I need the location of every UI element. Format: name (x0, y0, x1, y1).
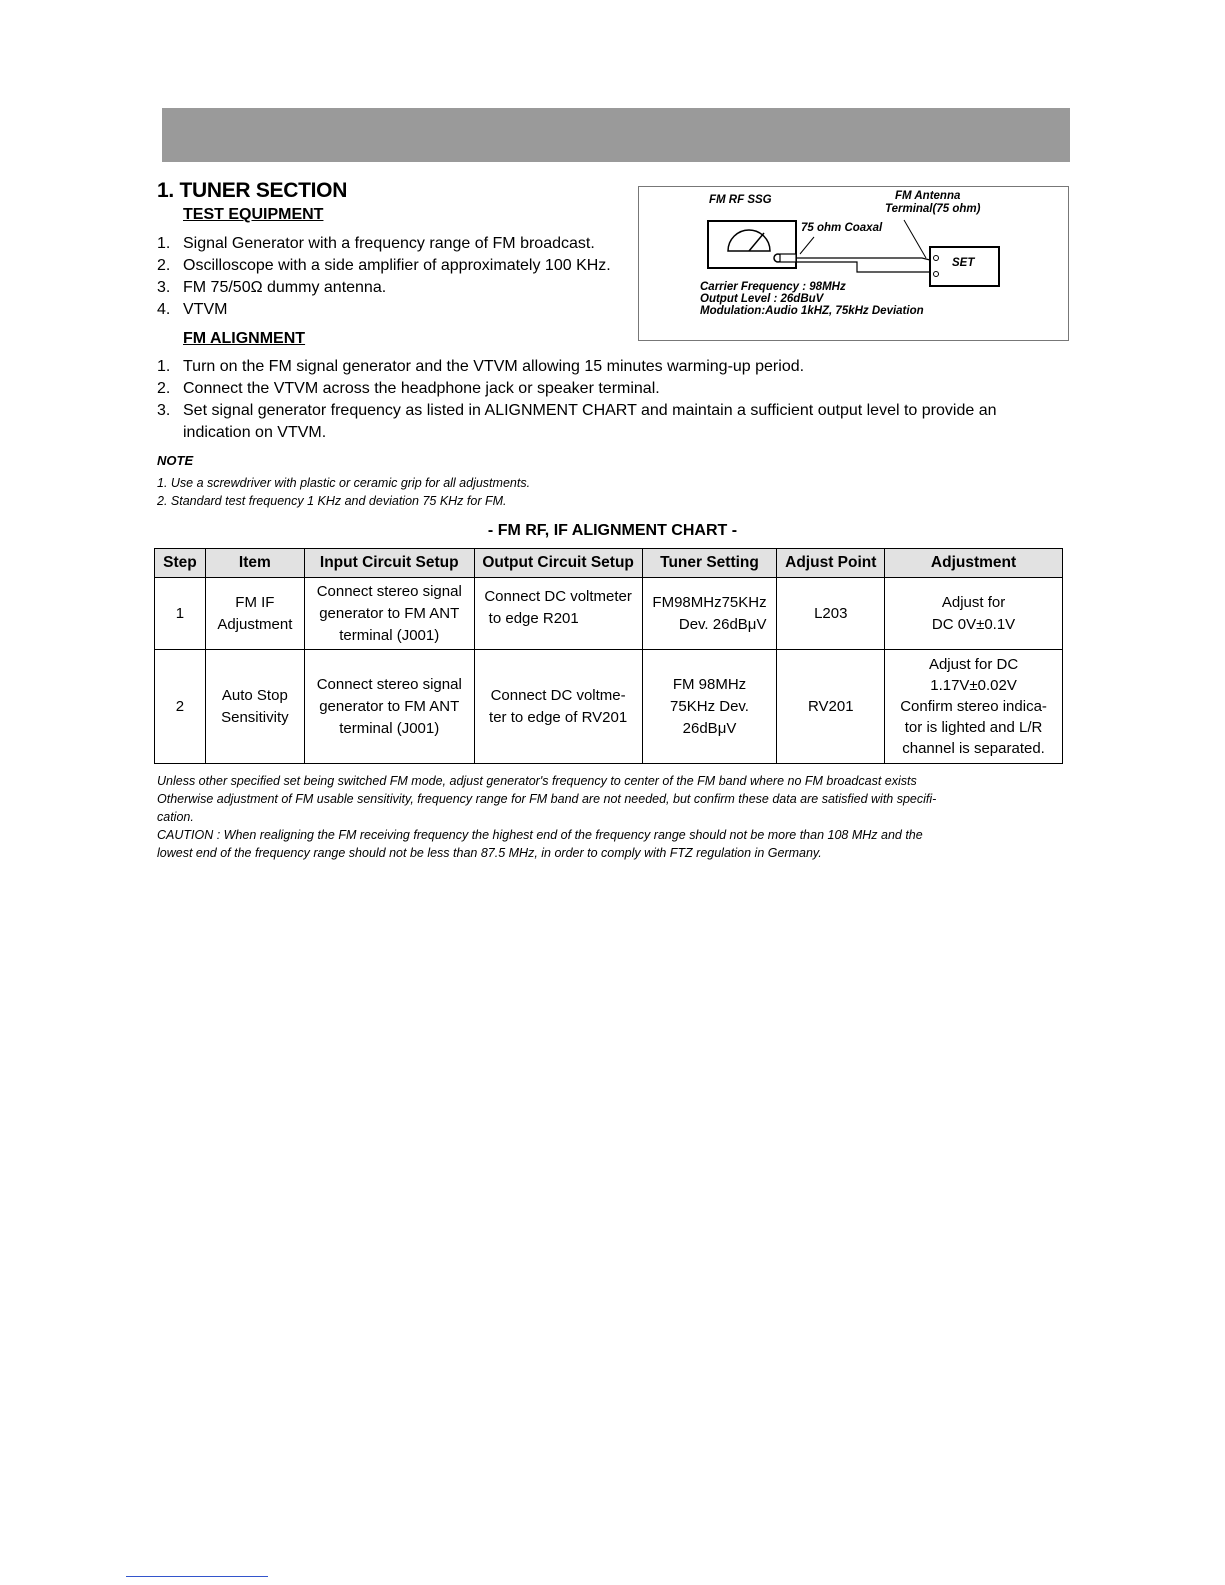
footer-rule (126, 1576, 268, 1577)
adjust-point-cell: L203 (777, 578, 885, 650)
step-cell: 2 (155, 650, 206, 764)
coax-cable-line (796, 258, 930, 260)
column-header: Adjust Point (777, 549, 885, 578)
note-line: 1. Use a screwdriver with plastic or ceramic grip for all adjustments. (157, 476, 531, 490)
note-title: NOTE (157, 453, 194, 468)
column-header: Adjustment (885, 549, 1063, 578)
footnote-block (157, 772, 1069, 862)
column-header: Item (205, 549, 304, 578)
item-cell: Auto Stop Sensitivity (205, 650, 304, 764)
list-item: 3. Set signal generator frequency as listed in ALIGNMENT CHART and maintain a sufficient output level to provide an (157, 402, 997, 419)
coax-plug-icon (780, 254, 796, 262)
list-item: 2. Connect the VTVM across the headphone jack or speaker terminal. (157, 380, 660, 397)
ground-cable-line (796, 262, 930, 272)
antenna-label-line1: FM Antenna (895, 190, 961, 202)
modulation-label: Modulation:Audio 1kHZ, 75kHz Deviation (700, 305, 924, 317)
footnote-line: Otherwise adjustment of FM usable sensitivity, frequency range for FM band are not needed, but confirm these data are satisfied with specifi- (157, 792, 937, 806)
alignment-chart-table (154, 548, 1063, 764)
item-cell: FM IF Adjustment (205, 578, 304, 650)
chart-title: - FM RF, IF ALIGNMENT CHART - (487, 522, 738, 539)
adjustment-cell: Adjust for DC 0V±0.1V (885, 578, 1063, 650)
adjust-point-cell: RV201 (777, 650, 885, 764)
input-setup-cell: Connect stereo signal generator to FM ANT terminal (J001) (304, 578, 474, 650)
footnote-line: cation. (157, 810, 194, 824)
connection-diagram (638, 186, 1069, 341)
footnote-line: CAUTION : When realigning the FM receiving frequency the highest end of the frequency range should not be more than 108 MHz and the (157, 828, 923, 842)
diagram-drawing (639, 187, 1068, 340)
coax-pointer-line (800, 237, 814, 254)
column-header: Output Circuit Setup (474, 549, 642, 578)
table-row (155, 578, 1063, 650)
tuner-setting-cell: FM98MHz75KHz Dev. 26dBμV (642, 578, 777, 650)
note-line: 2. Standard test frequency 1 KHz and deviation 75 KHz for FM. (157, 494, 507, 508)
list-item: 1. Turn on the FM signal generator and the VTVM allowing 15 minutes warming-up period. (157, 358, 805, 375)
carrier-frequency-label: Carrier Frequency : 98MHz (700, 281, 846, 293)
output-setup-cell: Connect DC voltme- ter to edge of RV201 (474, 650, 642, 764)
test-equipment-heading: TEST EQUIPMENT (183, 206, 324, 223)
list-item: 3. FM 75/50Ω dummy antenna. (157, 279, 387, 296)
fm-alignment-list (157, 356, 996, 444)
section-title: 1. TUNER SECTION (157, 179, 348, 202)
antenna-pointer-line (904, 220, 926, 258)
footnote-line: Unless other specified set being switched FM mode, adjust generator's frequency to center of the FM band where no FM broadcast exists (157, 774, 917, 788)
output-level-label: Output Level : 26dBuV (700, 293, 824, 305)
test-equipment-list (157, 233, 611, 321)
table-row (155, 650, 1063, 764)
coax-label: 75 ohm Coaxal (801, 222, 883, 234)
set-label: SET (952, 257, 975, 269)
list-item: 1. Signal Generator with a frequency range of FM broadcast. (157, 235, 595, 252)
footnote-line: lowest end of the frequency range should not be less than 87.5 MHz, in order to comply with FTZ regulation in Germany. (157, 846, 822, 860)
column-header: Tuner Setting (642, 549, 777, 578)
list-item-continued: indication on VTVM. (183, 424, 327, 441)
ground-terminal-icon (934, 272, 939, 277)
section-header-bar (162, 108, 1070, 162)
step-cell: 1 (155, 578, 206, 650)
column-header: Step (155, 549, 206, 578)
table-header-row (155, 549, 1063, 578)
tuner-setting-cell: FM 98MHz 75KHz Dev. 26dBμV (642, 650, 777, 764)
column-header: Input Circuit Setup (304, 549, 474, 578)
antenna-label-line2: Terminal(75 ohm) (885, 203, 981, 215)
ssg-label: FM RF SSG (709, 194, 772, 206)
fm-alignment-heading: FM ALIGNMENT (183, 330, 306, 347)
adjustment-cell: Adjust for DC 1.17V±0.02V Confirm stereo indica- tor is lighted and L/R channel is separated. (885, 650, 1063, 764)
antenna-terminal-icon (934, 256, 939, 261)
output-setup-cell: Connect DC voltmeter to edge R201 (474, 578, 642, 650)
list-item: 2. Oscilloscope with a side amplifier of approximately 100 KHz. (157, 257, 611, 274)
input-setup-cell: Connect stereo signal generator to FM ANT terminal (J001) (304, 650, 474, 764)
list-item: 4. VTVM (157, 301, 228, 318)
